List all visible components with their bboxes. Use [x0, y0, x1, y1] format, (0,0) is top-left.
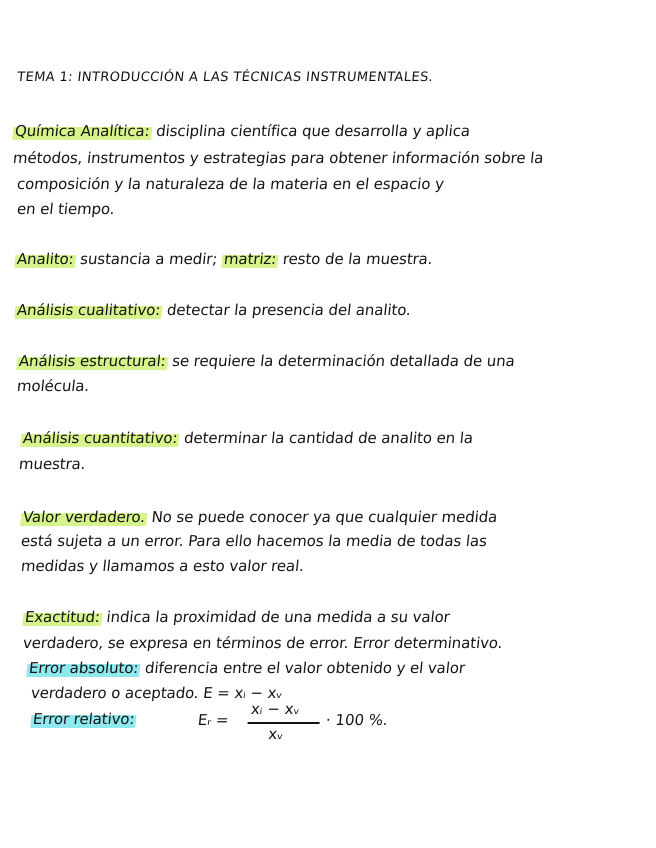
term-error-absoluto: Error absoluto:: [26, 658, 141, 678]
definition-error-relativo: [30, 709, 138, 729]
definition-text: determinar la cantidad de analito en la: [183, 429, 474, 447]
term-valor-verdadero: Valor verdadero.: [20, 507, 148, 527]
term-matriz: matriz:: [221, 249, 279, 269]
formula-lhs: Eᵣ =: [196, 711, 230, 729]
definition-text: detectar la presencia del analito.: [166, 301, 412, 319]
term-error-relativo: Error relativo:: [30, 709, 138, 729]
term-analisis-estructural: Análisis estructural:: [16, 351, 169, 371]
page-title: TEMA 1: INTRODUCCIÓN A LAS TÉCNICAS INSTRUMENTALES.: [16, 70, 434, 85]
definition-exactitud-line-1: [22, 607, 451, 627]
definition-text: está sujeta a un error. Para ello hacemos la media de todas las: [20, 532, 488, 550]
definition-text: métodos, instrumentos y estrategias para obtener información sobre la: [12, 149, 545, 167]
definition-cuantitativo-line-1: [20, 428, 474, 448]
formula-percent: · 100 %.: [324, 711, 389, 729]
definition-text: verdadero, se expresa en términos de error. Error determinativo.: [22, 634, 504, 652]
formula-denominator: xᵥ: [267, 725, 285, 743]
fraction-bar: [248, 722, 320, 724]
definition-cualitativo: [14, 300, 412, 320]
definition-text: No se puede conocer ya que cualquier medida: [150, 508, 499, 526]
definition-estructural-line-1: [16, 351, 516, 371]
term-analisis-cualitativo: Análisis cualitativo:: [14, 300, 163, 320]
definition-text: indica la proximidad de una medida a su valor: [105, 608, 451, 626]
definition-text: diferencia entre el valor obtenido y el valor: [144, 659, 466, 677]
definition-text: en el tiempo.: [16, 200, 116, 218]
definition-quimica-line-1: [12, 121, 471, 141]
definition-text: se requiere la determinación detallada de una: [171, 352, 516, 370]
definition-text: composición y la naturaleza de la materia en el espacio y: [16, 175, 445, 193]
definition-analito: [14, 249, 434, 269]
definition-valor-line-1: [20, 507, 498, 527]
term-analito: Analito:: [14, 249, 77, 269]
definition-text: molécula.: [16, 377, 91, 395]
term-exactitud: Exactitud:: [22, 607, 103, 627]
formula-numerator: xᵢ − xᵥ: [250, 700, 301, 718]
definition-text: verdadero o aceptado. E = xᵢ − xᵥ: [30, 684, 284, 702]
term-quimica-analitica: Química Analítica:: [12, 121, 153, 141]
definition-text: medidas y llamamos a esto valor real.: [20, 557, 305, 575]
definition-text: sustancia a medir;: [79, 250, 219, 268]
definition-text: muestra.: [18, 455, 87, 473]
definition-error-absoluto-line-1: [26, 658, 466, 678]
definition-text: disciplina científica que desarrolla y aplica: [155, 122, 471, 140]
definition-text: resto de la muestra.: [281, 250, 434, 268]
term-analisis-cuantitativo: Análisis cuantitativo:: [20, 428, 181, 448]
